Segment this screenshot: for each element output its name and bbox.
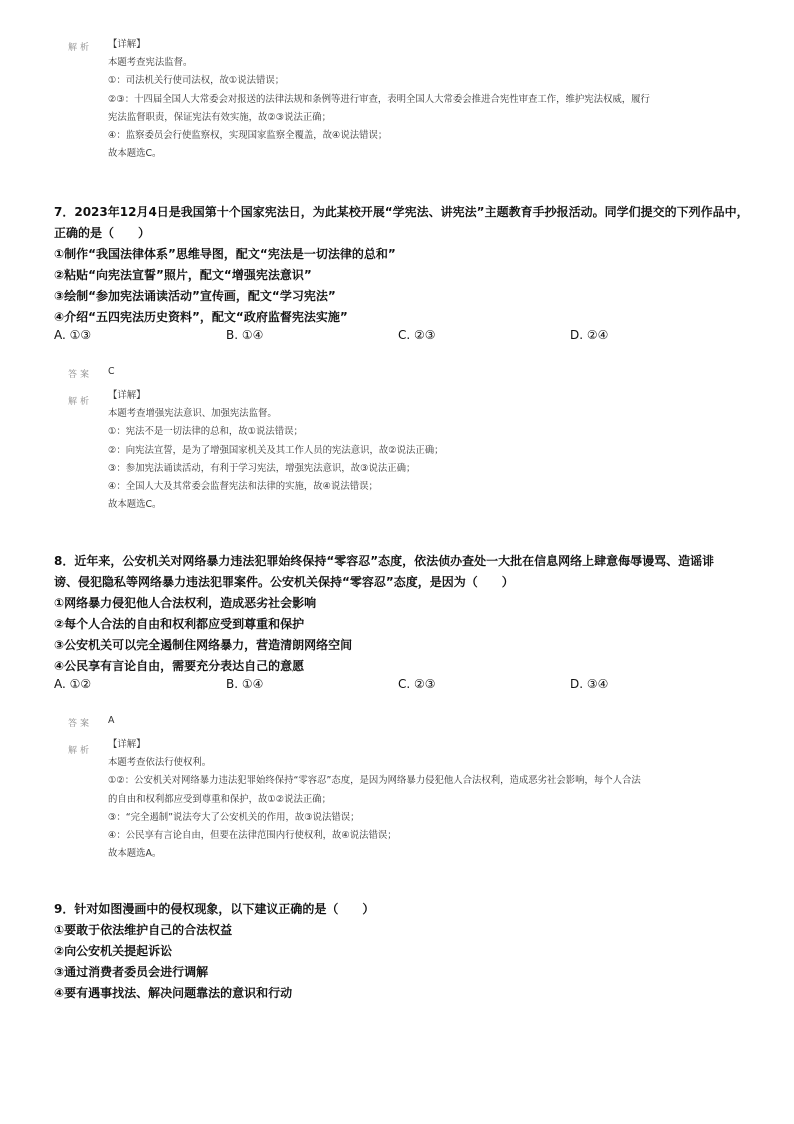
explanation-line: ①：司法机关行使司法权，故①说法错误； bbox=[108, 75, 285, 87]
question-stem: 正确的是（ ） bbox=[54, 226, 151, 240]
explanation-line: ④：公民享有言论自由，但要在法律范围内行使权利，故④说法错误； bbox=[108, 829, 397, 841]
q8-answer-label: 答案 bbox=[68, 719, 93, 729]
explanation-line: ①：宪法不是一切法律的总和，故①说法错误； bbox=[108, 426, 303, 438]
explanation-line: ②：向宪法宣誓，是为了增强国家机关及其工作人员的宪法意识，故②说法正确； bbox=[108, 444, 444, 456]
statement: ①制作“我国法律体系”思维导图，配文“宪法是一切法律的总和” bbox=[54, 247, 396, 261]
explanation-line: 本题考查增强宪法意识、加强宪法监督。 bbox=[108, 408, 277, 420]
statement: ③绘制“参加宪法诵读活动”宣传画，配文“学习宪法” bbox=[54, 289, 336, 303]
option-a[interactable]: A. ①② bbox=[54, 677, 92, 691]
statement: ①网络暴力侵犯他人合法权利，造成恶劣社会影响 bbox=[54, 596, 317, 610]
option-c[interactable]: C. ②③ bbox=[398, 677, 436, 691]
q8-explanation bbox=[108, 736, 748, 863]
explanation-line: ④：全国人大及其常委会监督宪法和法律的实施，故④说法错误； bbox=[108, 480, 378, 492]
option-b[interactable]: B. ①④ bbox=[226, 677, 264, 691]
option-d[interactable]: D. ③④ bbox=[570, 677, 609, 691]
option-c[interactable]: C. ②③ bbox=[398, 328, 436, 342]
q7-explanation bbox=[108, 387, 748, 514]
explanation-line: 【详解】 bbox=[108, 390, 146, 401]
question-9 bbox=[54, 899, 754, 1004]
q7-answer-label: 答案 bbox=[68, 370, 93, 380]
explanation-line: ③：“完全遏制”说法夸大了公安机关的作用，故③说法错误； bbox=[108, 811, 360, 823]
top-analysis-label: 解析 bbox=[68, 43, 93, 53]
q7-analysis-label: 解析 bbox=[68, 397, 93, 407]
top-explanation bbox=[108, 36, 748, 163]
question-stem: 谤、侵犯隐私等网络暴力违法犯罪案件。公安机关保持“零容忍”态度，是因为（ ） bbox=[54, 575, 514, 589]
question-8 bbox=[54, 551, 754, 677]
statement: ④要有遇事找法、解决问题靠法的意识和行动 bbox=[54, 986, 293, 1000]
explanation-line: 本题考查依法行使权利。 bbox=[108, 757, 212, 769]
explanation-line: 宪法监督职责，保证宪法有效实施，故②③说法正确； bbox=[108, 111, 332, 123]
explanation-line: ③：参加宪法诵读活动，有利于学习宪法，增强宪法意识，故③说法正确； bbox=[108, 462, 416, 474]
explanation-line: 故本题选C。 bbox=[108, 499, 162, 511]
question-stem: 9．针对如图漫画中的侵权现象，以下建议正确的是（ ） bbox=[54, 902, 375, 916]
statement: ②向公安机关提起诉讼 bbox=[54, 944, 173, 958]
explanation-line: 故本题选C。 bbox=[108, 148, 162, 160]
option-a[interactable]: A. ①③ bbox=[54, 328, 92, 342]
q7-options bbox=[54, 328, 754, 349]
q8-options bbox=[54, 677, 754, 698]
statement: ④公民享有言论自由，需要充分表达自己的意愿 bbox=[54, 659, 305, 673]
explanation-line: ①②：公安机关对网络暴力违法犯罪始终保持“零容忍”态度，是因为网络暴力侵犯他人合法权利，造成恶劣社会影响，每个人合法 bbox=[108, 775, 641, 787]
option-d[interactable]: D. ②④ bbox=[570, 328, 609, 342]
statement: ③通过消费者委员会进行调解 bbox=[54, 965, 209, 979]
statement: ②每个人合法的自由和权利都应受到尊重和保护 bbox=[54, 617, 305, 631]
q8-answer-value: A bbox=[108, 715, 115, 726]
explanation-line: 的自由和权利都应受到尊重和保护，故①②说法正确； bbox=[108, 793, 332, 805]
question-stem: 7．2023年12月4日是我国第十个国家宪法日，为此某校开展“学宪法、讲宪法”主题教育手抄报活动。同学们提交的下列作品中， bbox=[54, 205, 749, 219]
statement: ②粘贴“向宪法宣誓”照片，配文“增强宪法意识” bbox=[54, 268, 312, 282]
q7-answer-value: C bbox=[108, 366, 115, 377]
explanation-line: 本题考查宪法监督。 bbox=[108, 57, 193, 69]
explanation-line: ④：监察委员会行使监察权，实现国家监察全覆盖，故④说法错误； bbox=[108, 129, 388, 141]
explanation-line: 【详解】 bbox=[108, 39, 146, 50]
statement: ③公安机关可以完全遏制住网络暴力，营造清朗网络空间 bbox=[54, 638, 353, 652]
q8-analysis-label: 解析 bbox=[68, 746, 93, 756]
question-7 bbox=[54, 202, 754, 328]
statement: ④介绍“五四宪法历史资料”，配文“政府监督宪法实施” bbox=[54, 310, 348, 324]
explanation-line: 故本题选A。 bbox=[108, 848, 162, 860]
explanation-line: ②③：十四届全国人大常委会对报送的法律法规和条例等进行审查，表明全国人大常委会推进合宪性审查工作，维护宪法权威，履行 bbox=[108, 93, 650, 105]
explanation-line: 【详解】 bbox=[108, 739, 146, 750]
statement: ①要敢于依法维护自己的合法权益 bbox=[54, 923, 233, 937]
question-stem: 8．近年来，公安机关对网络暴力违法犯罪始终保持“零容忍”态度，依法侦办查处一大批在信息网络上肆意侮辱谩骂、造谣诽 bbox=[54, 554, 715, 568]
option-b[interactable]: B. ①④ bbox=[226, 328, 264, 342]
